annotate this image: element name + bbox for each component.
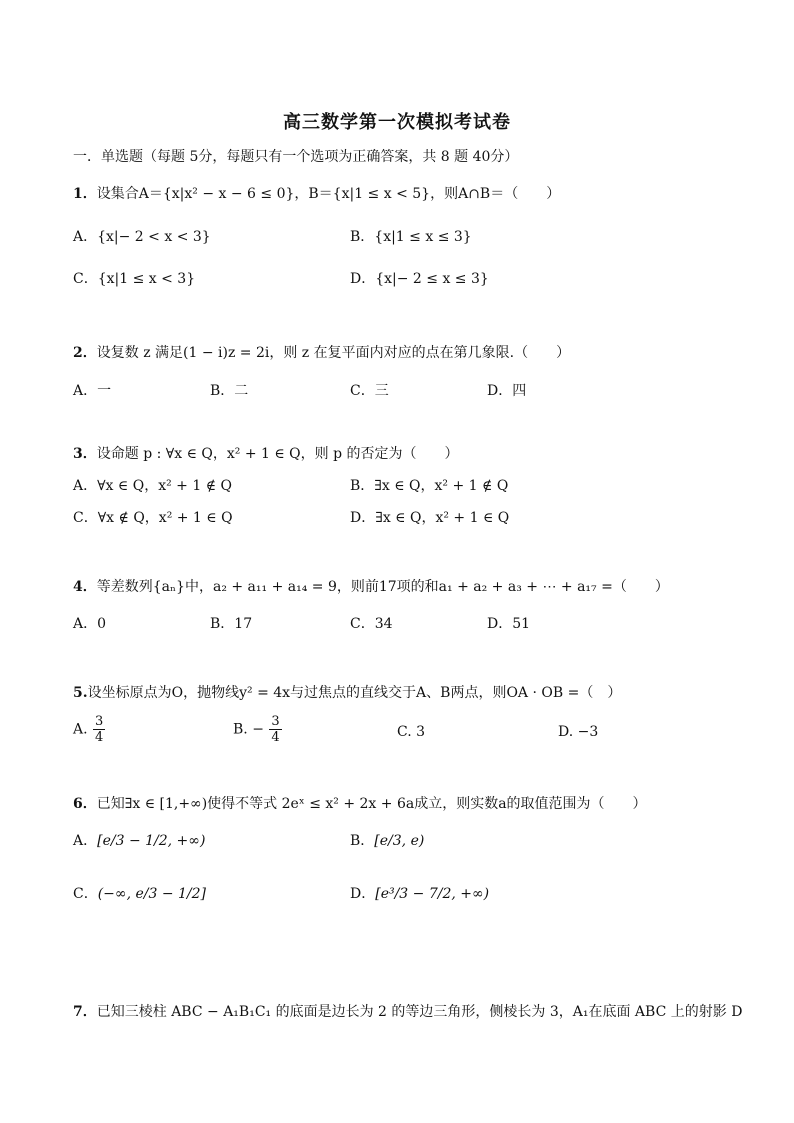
question-number: 7． (73, 1004, 97, 1020)
option-label: A. (73, 721, 88, 738)
question-stem: 已知∃x ∈ [1,+∞)使得不等式 2eˣ ≤ x² + 2x + 6a成立，则实数a的取值范围为（ ） (96, 796, 647, 812)
q4-option-a: A．0 (73, 616, 107, 632)
question-stem: 设坐标原点为O，抛物线y² = 4x与过焦点的直线交于A、B两点，则OA · OB =（ ） (87, 685, 622, 701)
q1-option-c: C．{x|1 ≤ x < 3} (73, 271, 196, 287)
section-heading: 一．单选题（每题 5分，每题只有一个选项为正确答案，共 8 题 40分） (73, 149, 519, 165)
q5-option-a (73, 714, 106, 745)
option-label: B. − (233, 721, 264, 738)
q1-option-b: B．{x|1 ≤ x ≤ 3} (350, 229, 472, 245)
question-1 (73, 183, 560, 203)
q3-option-c: C．∀x ∉ Q，x² + 1 ∈ Q (73, 510, 233, 526)
question-7 (73, 1001, 742, 1021)
fraction: $\frac{3}{4}$ (95, 714, 104, 745)
q6-option-d (350, 883, 489, 903)
q5-option-c: C. 3 (397, 724, 426, 740)
option-label: D． (350, 886, 376, 902)
option-expression: (−∞, e/3 − 1/2] (97, 886, 207, 902)
fraction: $\frac{3}{4}$ (271, 714, 280, 745)
question-number: 1． (73, 186, 97, 202)
question-number: 6． (73, 796, 97, 812)
q6-option-b (350, 830, 424, 850)
question-number: 4． (73, 579, 97, 595)
q3-option-a: A．∀x ∈ Q，x² + 1 ∉ Q (73, 478, 232, 494)
question-stem: 设集合A＝{x|x² − x − 6 ≤ 0}，B＝{x|1 ≤ x < 5}，则A∩B＝（ ） (96, 186, 561, 202)
question-4 (73, 576, 669, 596)
option-expression: [e³/3 − 7/2, +∞) (375, 886, 490, 902)
q4-option-d: D．51 (487, 616, 531, 632)
q2-option-d: D．四 (487, 383, 527, 399)
question-stem: 已知三棱柱 ABC − A₁B₁C₁ 的底面是边长为 2 的等边三角形，侧棱长为 3，A₁在底面 ABC 上的射影 D (96, 1004, 743, 1020)
q5-option-d: D. −3 (558, 724, 599, 740)
option-expression: [e/3, e) (374, 833, 425, 849)
option-expression: [e/3 − 1/2, +∞) (97, 833, 206, 849)
option-label: C． (73, 886, 98, 902)
q1-option-d: D．{x|− 2 ≤ x ≤ 3} (350, 271, 489, 287)
question-6 (73, 793, 647, 813)
q2-option-c: C．三 (350, 383, 389, 399)
question-stem: 设复数 z 满足(1 − i)z = 2i，则 z 在复平面内对应的点在第几象限.（ ） (96, 345, 571, 361)
option-label: B． (350, 833, 375, 849)
q3-option-d: D．∃x ∈ Q，x² + 1 ∈ Q (350, 510, 510, 526)
q4-option-b: B．17 (210, 616, 253, 632)
question-stem: 设命题 p : ∀x ∈ Q，x² + 1 ∈ Q，则 p 的否定为（ ） (96, 446, 459, 462)
q2-option-b: B．二 (210, 383, 249, 399)
q5-option-b (233, 714, 283, 745)
question-number: 2． (73, 345, 97, 361)
q1-option-a: A．{x|− 2 < x < 3} (73, 229, 211, 245)
option-label: A． (73, 833, 98, 849)
question-number: 5. (73, 685, 88, 701)
question-stem: 等差数列{aₙ}中，a₂ + a₁₁ + a₁₄ = 9，则前17项的和a₁ + a₂ + a₃ + ⋯ + a₁₇ =（ ） (96, 579, 669, 595)
question-5 (73, 682, 621, 702)
q6-option-a (73, 830, 205, 850)
q6-option-c (73, 883, 206, 903)
question-number: 3． (73, 446, 97, 462)
question-2 (73, 342, 570, 362)
q3-option-b: B．∃x ∈ Q，x² + 1 ∉ Q (350, 478, 509, 494)
q2-option-a: A．一 (73, 383, 112, 399)
q4-option-c: C．34 (350, 616, 393, 632)
question-3 (73, 443, 459, 463)
page-title: 高三数学第一次模拟考试卷 (283, 112, 511, 133)
